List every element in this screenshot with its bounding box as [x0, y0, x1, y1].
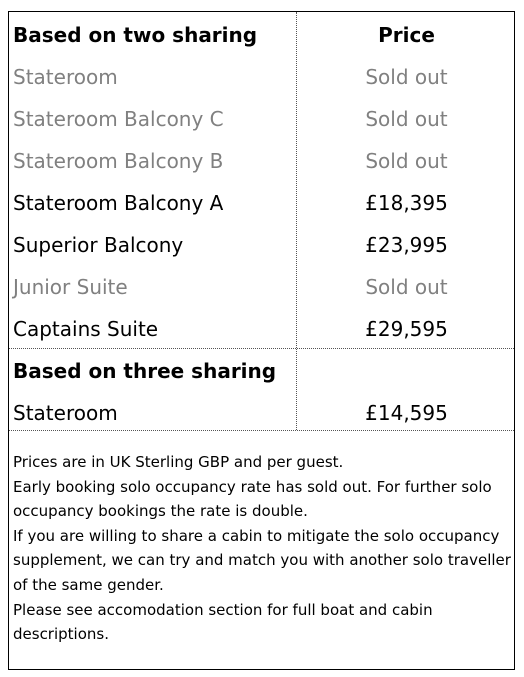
cabin-name: Stateroom: [13, 401, 118, 425]
cabin-name: Stateroom: [13, 65, 118, 89]
cabin-price: Sold out: [365, 107, 448, 131]
note-accommodation: Please see accomodation section for full boat and cabin descriptions.: [13, 600, 433, 644]
note-cabin-share: If you are willing to share a cabin to mitigate the solo occupancy supplement, we can try and match you with another solo traveller of the same gender.: [13, 526, 511, 594]
note-currency: Prices are in UK Sterling GBP and per guest.: [13, 453, 344, 471]
cabin-price: Sold out: [365, 149, 448, 173]
cabin-price: £29,595: [365, 317, 448, 341]
cabin-name: Junior Suite: [13, 275, 128, 299]
header-price: Price: [378, 23, 435, 47]
note-solo-rate: Early booking solo occupancy rate has sold out. For further solo occupancy bookings the rate is double.: [13, 477, 492, 521]
pricing-notes: [13, 450, 511, 647]
notes-divider: [9, 430, 514, 431]
cabin-price: Sold out: [365, 65, 448, 89]
cabin-price: £14,595: [365, 401, 448, 425]
cabin-price: £18,395: [365, 191, 448, 215]
cabin-price: £23,995: [365, 233, 448, 257]
header-three-sharing: Based on three sharing: [13, 359, 277, 383]
cabin-name: Superior Balcony: [13, 233, 184, 257]
cabin-price: Sold out: [365, 275, 448, 299]
header-two-sharing: Based on two sharing: [13, 23, 258, 47]
pricing-table: [8, 11, 515, 670]
cabin-name: Stateroom Balcony A: [13, 191, 224, 215]
cabin-name: Captains Suite: [13, 317, 159, 341]
cabin-name: Stateroom Balcony C: [13, 107, 224, 131]
section-divider: [9, 348, 514, 349]
cabin-name: Stateroom Balcony B: [13, 149, 224, 173]
